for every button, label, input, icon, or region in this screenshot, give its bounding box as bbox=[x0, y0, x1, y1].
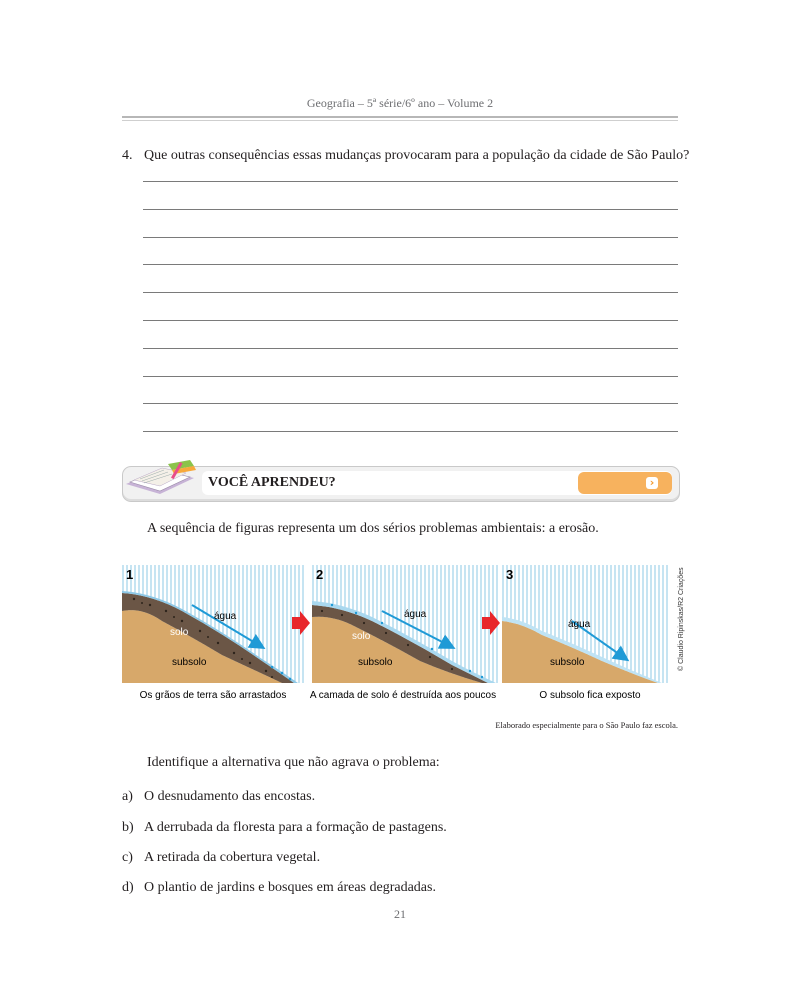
panel-number: 3 bbox=[506, 567, 514, 582]
answer-line[interactable] bbox=[143, 431, 678, 432]
label-subsolo: subsolo bbox=[172, 657, 207, 668]
figure-caption-1: Os grãos de terra são arrastados bbox=[139, 690, 287, 701]
book-icon bbox=[120, 458, 202, 502]
erosion-panel-2 bbox=[312, 565, 498, 683]
label-subsolo: subsolo bbox=[358, 657, 393, 668]
label-solo: solo bbox=[170, 627, 189, 638]
option-b[interactable] bbox=[122, 820, 447, 836]
label-agua: água bbox=[568, 619, 591, 630]
image-credit bbox=[672, 563, 688, 673]
header-rule-thin bbox=[122, 120, 678, 121]
answer-line[interactable] bbox=[143, 403, 678, 404]
answer-line[interactable] bbox=[143, 209, 678, 210]
option-d[interactable] bbox=[122, 880, 436, 896]
option-a[interactable] bbox=[122, 789, 315, 805]
running-header: Geografia – 5ª série/6º ano – Volume 2 bbox=[306, 96, 494, 110]
figure-caption-3: O subsolo fica exposto bbox=[539, 690, 641, 701]
header-rule bbox=[122, 116, 678, 118]
answer-line[interactable] bbox=[143, 376, 678, 377]
option-letter: b) bbox=[122, 820, 134, 835]
panel-number: 2 bbox=[316, 567, 324, 582]
answer-line[interactable] bbox=[143, 264, 678, 265]
option-c[interactable] bbox=[122, 850, 320, 866]
label-solo: solo bbox=[352, 631, 371, 642]
erosion-panel-1 bbox=[122, 565, 304, 683]
page-number: 21 bbox=[394, 907, 406, 921]
option-text: A derrubada da floresta para a formação de pastagens. bbox=[144, 820, 447, 835]
erosion-figure bbox=[122, 565, 670, 687]
label-subsolo: subsolo bbox=[550, 657, 585, 668]
question-4-text: Que outras consequências essas mudanças provocaram para a população da cidade de São Paulo? bbox=[144, 148, 690, 163]
erosion-panel-3 bbox=[502, 565, 670, 683]
answer-line[interactable] bbox=[143, 348, 678, 349]
credit-text: © Claudio Ripinskas/R2 Criações bbox=[678, 567, 685, 671]
figure-source: Elaborado especialmente para o São Paulo faz escola. bbox=[495, 720, 678, 730]
chevron-right-icon[interactable]: › bbox=[646, 477, 658, 489]
answer-line[interactable] bbox=[143, 237, 678, 238]
question-4 bbox=[122, 148, 689, 164]
question-4-number: 4. bbox=[122, 148, 133, 163]
figure-caption-2: A camada de solo é destruída aos poucos bbox=[309, 690, 497, 701]
option-letter: c) bbox=[122, 850, 133, 865]
answer-line[interactable] bbox=[143, 181, 678, 182]
intro-text: A sequência de figuras representa um dos sérios problemas ambientais: a erosão. bbox=[147, 521, 599, 536]
option-letter: d) bbox=[122, 880, 134, 895]
option-text: O plantio de jardins e bosques em áreas degradadas. bbox=[144, 880, 436, 895]
label-agua: água bbox=[404, 609, 427, 620]
label-agua: água bbox=[214, 611, 237, 622]
answer-line[interactable] bbox=[143, 320, 678, 321]
answer-line[interactable] bbox=[143, 292, 678, 293]
option-text: A retirada da cobertura vegetal. bbox=[144, 850, 321, 865]
question-text: Identifique a alternativa que não agrava o problema: bbox=[147, 755, 440, 770]
section-title: VOCÊ APRENDEU? bbox=[208, 475, 336, 490]
panel-number: 1 bbox=[126, 567, 134, 582]
option-letter: a) bbox=[122, 789, 133, 804]
option-text: O desnudamento das encostas. bbox=[144, 789, 316, 804]
